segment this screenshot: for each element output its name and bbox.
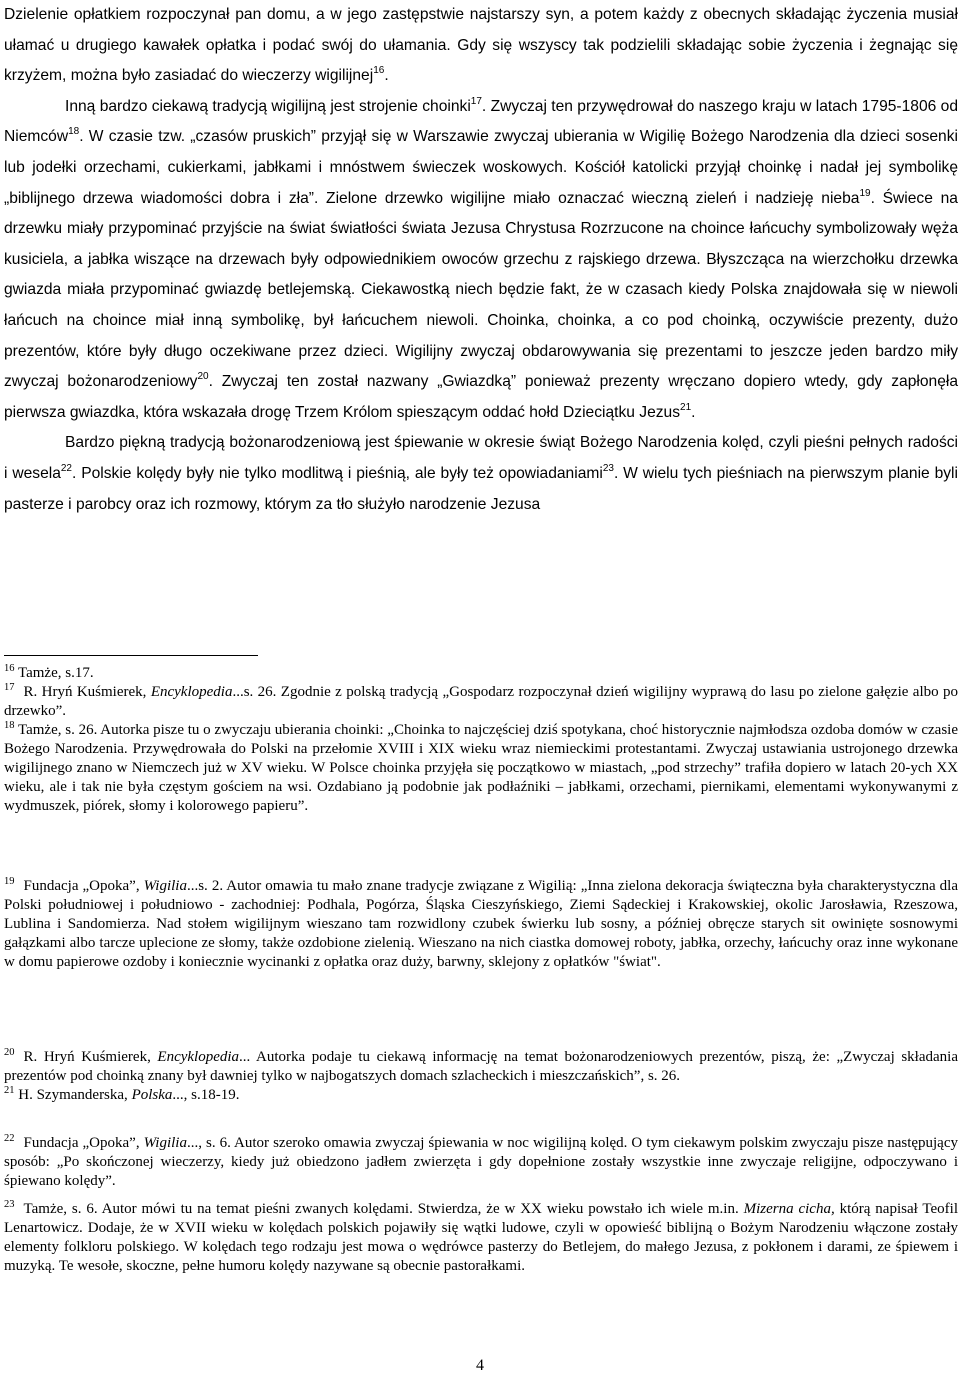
paragraph-text: . Polskie kolędy były nie tylko modlitwą i pieśnią, ale były też opowiadaniami — [72, 464, 603, 482]
footnote-title: Encyklopedia — [150, 684, 233, 700]
paragraph-text: . — [691, 403, 696, 421]
page-number: 4 — [476, 1357, 484, 1374]
footnote-text: ..., s. 6. Autor szeroko omawia zwyczaj śpiewania w noc wigilijną kolęd. O tym ciekawym polskim zwyczaju pisze następujący sposób: „Po skończonej wieczerzy, kiedy już obiedzono jadłem zwierzęta i gdy dopełnione zostały wszystkie inne zwyczaje religijne, odpoczywano i śpiewano kolędy”. — [4, 1135, 958, 1189]
footnote-number: 18 — [4, 720, 15, 731]
footnote-number: 17 — [4, 682, 15, 693]
footnote-number: 21 — [4, 1085, 15, 1096]
footnote-title: Wigilia — [143, 1135, 187, 1151]
footnotes-group-b — [4, 1048, 958, 1105]
footnote-22-block — [4, 1134, 958, 1191]
footnote-title: Polska — [131, 1087, 173, 1103]
footnote-number: 16 — [4, 663, 15, 674]
footnote-ref-17[interactable]: 17 — [470, 95, 482, 107]
footnote-text: Fundacja „Opoka”, — [23, 878, 144, 894]
footnote-ref-21[interactable]: 21 — [680, 401, 692, 413]
paragraph-text: Inną bardzo ciekawą tradycją wigilijną jest strojenie choinki — [65, 97, 471, 115]
footnote-title: Mizerna cicha, — [743, 1201, 835, 1217]
footnote-number: 20 — [4, 1047, 15, 1058]
footnote-number: 22 — [4, 1133, 15, 1144]
footnote-title: Encyklopedia — [157, 1049, 240, 1065]
footnote-20 — [4, 1048, 958, 1086]
footnote-text: Tamże, s. 6. Autor mówi tu na temat pieśni zwanych kolędami. Stwierdza, że w XX wieku powstało ich wiele m.in. — [23, 1201, 744, 1217]
footnote-text: ...s. 2. Autor omawia tu mało znane tradycje związane z Wigilią: „Inna zielona dekoracja świąteczna była charakterystyczna dla Polski południowej i południowo - zachodniej: Podhala, Pogórza, Śląska Cieszyńskiego, Ziemi Sądeckiej i Krakowskiej, okolic Jarosławia, Rzeszowa, Lublina i Sandomierza. Nad stołem wigilijnym wieszano tam rozwidlony czubek świerku lub sosny, a później obręcze starych sit owinięte sosnowymi gałązkami albo tarcze uplecione ze słomy, także ozdobione zielenią. Wieszano na nich ciastka domowej roboty, jabłka, orzechy, łańcuchy oraz inne wykonane w domu papierowe ozdoby i koniecznie wycinanki z opłatka oraz duży, barwny, sklejony z opłatków "świat". — [4, 878, 958, 970]
footnote-text: ..., s.18-19. — [172, 1087, 240, 1103]
footnote-text: Fundacja „Opoka”, — [23, 1135, 144, 1151]
paragraph-text: Bardzo piękną tradycją bożonarodzeniową jest śpiewanie w okresie świąt Bożego Narodzenia kolęd, czyli pieśni pełnych radości i wesela — [4, 434, 958, 482]
footnote-title: Wigilia — [143, 878, 187, 894]
footnote-ref-20[interactable]: 20 — [197, 371, 209, 383]
paragraph-text: . Świece na drzewku miały przypominać przyjście na świat światłości świata Jezusa Chrystusa Rozrzucone na choince łańcuchy symbolizowały węża kusiciela, a jabłka wiszące na drzewach były odpowiednikiem owoców grzechu z rajskiego drzewa. Błyszcząca na wierzchołku drzewka gwiazda miała przypominać gwiazdę betlejemską. Ciekawostką niech będzie fakt, że w czasach kiedy Polska znajdowała się w niewoli łańcuch na choince miał inną symbolikę, był łańcuchem niewoli. Choinka, choinka, a co pod choinką, oczywiście prezenty, dużo prezentów, które były długo oczekiwane przez dzieci. Wigilijny zwyczaj obdarowywania się prezentami to jeszcze jeden bardzo miły zwyczaj bożonarodzeniowy — [4, 189, 958, 391]
paragraph-text: Dzielenie opłatkiem rozpoczynał pan domu, a w jego zastępstwie najstarszy syn, a potem każdy z obecnych składając życzenia musiał ułamać u drugiego kawałek opłatka i podać swój do ułamania. Gdy się wszyscy tak podzielili składając sobie życzenia i żegnając się krzyżem, można było zasiadać do wieczerzy wigilijnej — [4, 6, 958, 85]
footnote-19 — [4, 877, 958, 972]
footnote-text: R. Hryń Kuśmierek, — [23, 684, 151, 700]
footnote-ref-18[interactable]: 18 — [68, 126, 80, 138]
footnote-text: Tamże, s.17. — [17, 665, 94, 681]
footnote-21 — [4, 1086, 958, 1105]
footnote-ref-19[interactable]: 19 — [859, 187, 871, 199]
footnote-16 — [4, 664, 958, 683]
footnote-text: R. Hryń Kuśmierek, — [23, 1049, 158, 1065]
footnotes-group-a — [4, 664, 958, 816]
paragraph-2 — [4, 92, 958, 429]
footnote-text: ... Autorka podaje tu ciekawą informację na temat bożonarodzeniowych prezentów, piszą, że: „Zwyczaj składania prezentów pod choinką znany był dawniej tylko w najbogatszych domach szlacheckich i mieszczańskich”, s. 26. — [4, 1049, 958, 1084]
paragraph-1 — [4, 0, 958, 92]
footnote-separator — [4, 655, 258, 656]
footnote-text: ...s. 26. Zgodnie z polską tradycją „Gospodarz rozpoczynał dzień wigilijny wyprawą do lasu po zielone gałęzie albo po drzewko”. — [4, 684, 958, 719]
footnote-19-block — [4, 877, 958, 972]
paragraph-text: . Zwyczaj ten został nazwany „Gwiazdką” ponieważ prezenty wręczano dopiero wtedy, gdy zapłonęła pierwsza gwiazdka, która wskazała drogę Trzem Królom spieszącym oddać hołd Dzieciątku Jezus — [4, 373, 958, 421]
paragraph-text: . W czasie tzw. „czasów pruskich” przyjął się w Warszawie zwyczaj ubierania w Wigilię Bożego Narodzenia dla dzieci sosenki lub jodełki orzechami, cukierkami, jabłkami i mnóstwem świeczek woskowych. Kościół katolicki przyjął choinkę i nadał jej symbolikę „biblijnego drzewa wiadomości dobra i zła”. Zielone drzewko wigilijne miało oznaczać wieczną zieleń i nadzieję nieba — [4, 128, 958, 207]
footnote-text: H. Szymanderska, — [18, 1087, 132, 1103]
footnote-ref-16[interactable]: 16 — [373, 65, 385, 77]
footnote-text: Tamże, s. 26. Autorka pisze tu o zwyczaju ubierania choinki: „Choinka to najczęściej dziś spotykana, choć historycznie najmłodsza ozdoba domów w czasie Bożego Narodzenia. Przywędrowała do Polski na przełomie XVIII i XIX wieku wraz niemieckimi protestantami. Zwyczaj ustawiania ustrojonego drzewka wigilijnego znano w Niemczech już w XV wieku. W Polsce choinka przyjęła się początkowo w miastach, „pod strzechy” trafiła dopiero w latach 20-ych XX wieku, ale i tak nie była częstym gościem na wsi. Ozdabiano ją podobnie jak podłaźniki – jabłkami, orzechami, piernikami, elementami wykonywanymi z wydmuszek, piórek, słomy i kolorowego papieru”. — [4, 722, 958, 814]
footnote-number: 19 — [4, 876, 15, 887]
paragraph-text: . W wielu tych pieśniach na pierwszym planie byli pasterze i parobcy oraz ich rozmowy, którym za tło służyło narodzenie Jezusa — [4, 464, 958, 513]
footnote-22 — [4, 1134, 958, 1191]
footnote-ref-22[interactable]: 22 — [60, 462, 72, 474]
footnote-number: 23 — [4, 1199, 15, 1210]
paragraph-text: . — [384, 67, 389, 85]
footnote-text: którą napisał Teofil Lenartowicz. Dodaje, że w XVII wieku w kolędach polskich pojawiły się wątki ludowe, czyli w opowieść biblijną o Bożym Narodzeniu włączone zostały elementy folkloru polskiego. W kolędach tego rodzaju jest mowa o wędrówce pasterzy do Betlejem, do małego Jezusa, z pokłonem i darami, ze śpiewem i muzyką. Te wesołe, skoczne, pełne humoru kolędy nazywane są obecnie pastorałkami. — [4, 1201, 958, 1274]
footnote-18 — [4, 721, 958, 816]
footnote-23 — [4, 1200, 958, 1276]
main-text — [4, 0, 958, 520]
paragraph-text: . Zwyczaj ten przywędrował do naszego kraju w latach 1795-1806 od Niemców — [4, 97, 958, 146]
footnote-17 — [4, 683, 958, 721]
paragraph-3 — [4, 428, 958, 520]
footnote-23-block — [4, 1200, 958, 1276]
footnote-ref-23[interactable]: 23 — [602, 462, 614, 474]
